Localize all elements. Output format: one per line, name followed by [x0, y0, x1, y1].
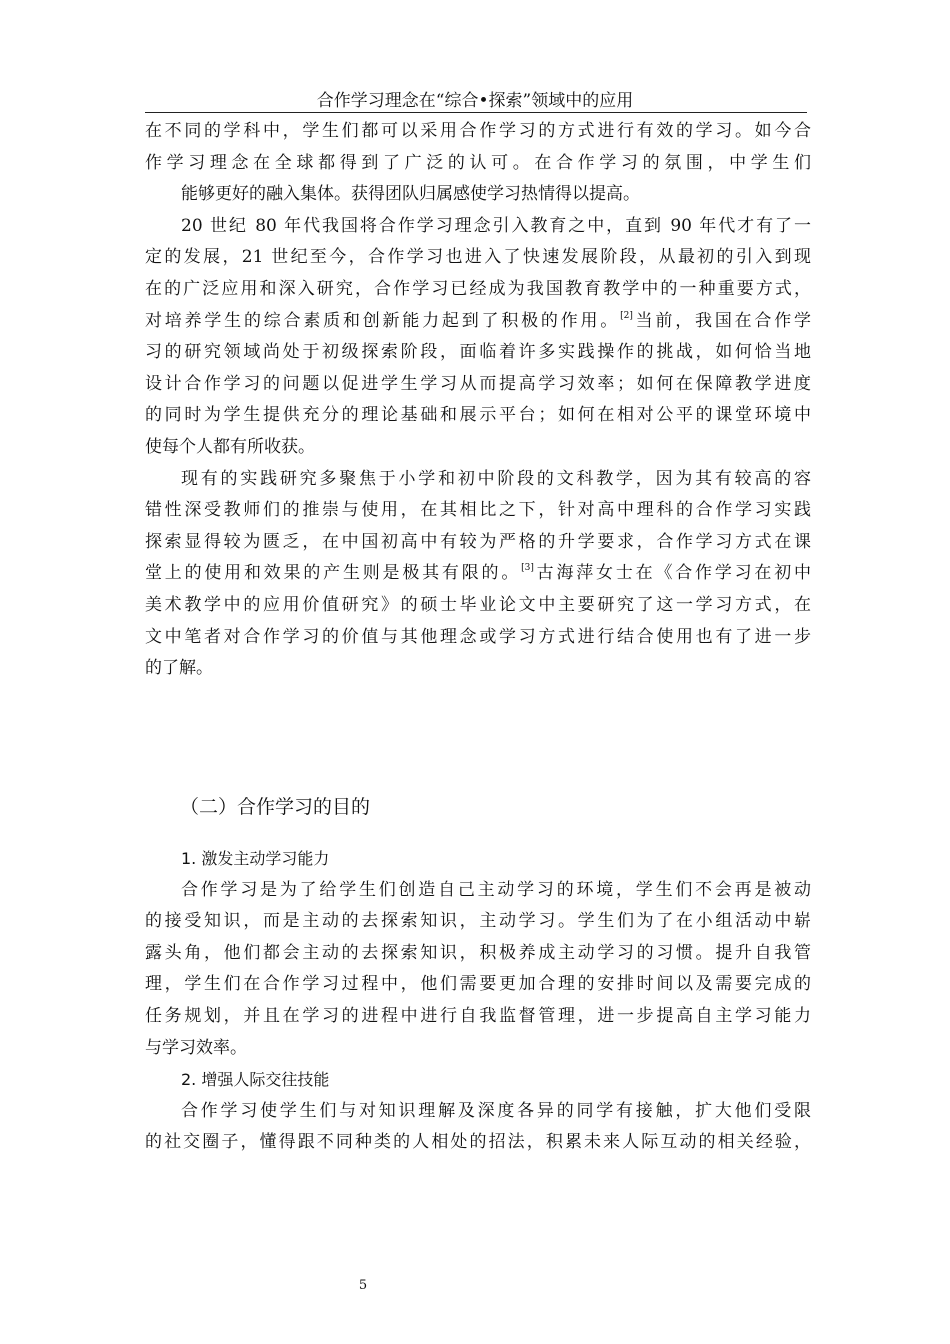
paragraph-line: 定的发展，21 世纪至今，合作学习也进入了快速发展阶段，从最初的引入到现: [145, 247, 811, 268]
body-text-section1: [145, 116, 811, 685]
paragraph-line: 合作学习使学生们与对知识理解及深度各异的同学有接触，扩大他们受限: [181, 1100, 811, 1121]
citation-ref: [3]: [521, 563, 534, 574]
paragraph-line: 美术教学中的应用价值研究》的硕士毕业论文中主要研究了这一学习方式，在: [145, 594, 811, 615]
subsection-heading: 1. 激发主动学习能力: [181, 849, 330, 868]
section-heading: （二）合作学习的目的: [180, 796, 371, 818]
citation-ref: [2]: [620, 310, 633, 321]
header-divider: [145, 112, 807, 113]
paragraph-line: 作学习理念在全球都得到了广泛的认可。在合作学习的氛围，中学生们: [145, 152, 811, 173]
page-number: 5: [358, 1278, 368, 1293]
paragraph-text: 对培养学生的综合素质和创新能力起到了积极的作用。: [145, 310, 621, 331]
paragraph-text: 当前，我国在合作学: [632, 310, 812, 331]
paragraph-line: 在的广泛应用和深入研究，合作学习已经成为我国教育教学中的一种重要方式，: [145, 278, 811, 299]
paragraph-line: 与学习效率。: [145, 1037, 247, 1058]
paragraph-line: 文中笔者对合作学习的价值与其他理念或学习方式进行结合使用也有了进一步: [145, 626, 811, 647]
paragraph-line: 任务规划，并且在学习的进程中进行自我监督管理，进一步提高自主学习能力: [145, 1005, 811, 1026]
paragraph-line: 探索显得较为匮乏，在中国初高中有较为严格的升学要求，合作学习方式在课: [145, 531, 811, 552]
paragraph-line: 在不同的学科中，学生们都可以采用合作学习的方式进行有效的学习。如今合: [145, 121, 811, 141]
paragraph-line: 习的研究领域尚处于初级探索阶段，面临着许多实践操作的挑战，如何恰当地: [145, 342, 811, 363]
paragraph-line: 设计合作学习的问题以促进学生学习从而提高学习效率；如何在保障教学进度: [145, 373, 811, 394]
paragraph-line: 使每个人都有所收获。: [145, 436, 315, 457]
paragraph-line: 错性深受教师们的推崇与使用，在其相比之下，针对高中理科的合作学习实践: [145, 500, 811, 521]
paragraph-line-with-citation: [145, 558, 811, 590]
paragraph-line: 合作学习是为了给学生们创造自己主动学习的环境，学生们不会再是被动: [181, 879, 811, 900]
paragraph-line: 理，学生们在合作学习过程中，他们需要更加合理的安排时间以及需要完成的: [145, 974, 811, 995]
paragraph-line: 的了解。: [145, 658, 213, 679]
subsection-heading: 2. 增强人际交往技能: [181, 1070, 330, 1090]
paragraph-line: 的接受知识，而是主动的去探索知识，主动学习。学生们为了在小组活动中崭: [145, 911, 811, 932]
running-header: 合作学习理念在“综合•探索”领域中的应用: [316, 91, 634, 111]
paragraph-line-with-citation: [145, 306, 811, 338]
paragraph-line: 的同时为学生提供充分的理论基础和展示平台；如何在相对公平的课堂环境中: [145, 405, 811, 426]
paragraph-text: 堂上的使用和效果的产生则是极其有限的。: [145, 563, 522, 584]
paragraph-line: 现有的实践研究多聚焦于小学和初中阶段的文科教学，因为其有较高的容: [181, 468, 811, 489]
paragraph-line: 的社交圈子，懂得跟不同种类的人相处的招法，积累未来人际互动的相关经验，: [145, 1132, 811, 1153]
paragraph-line: 露头角，他们都会主动的去探索知识，积极养成主动学习的习惯。提升自我管: [145, 942, 811, 963]
paragraph-line: 能够更好的融入集体。获得团队归属感使学习热情得以提高。: [181, 184, 640, 205]
body-text-section2: [145, 843, 811, 1159]
paragraph-line: 20 世纪 80 年代我国将合作学习理念引入教育之中，直到 90 年代才有了一: [181, 215, 811, 236]
paragraph-text: 古海萍女士在《合作学习在初中: [533, 563, 812, 584]
